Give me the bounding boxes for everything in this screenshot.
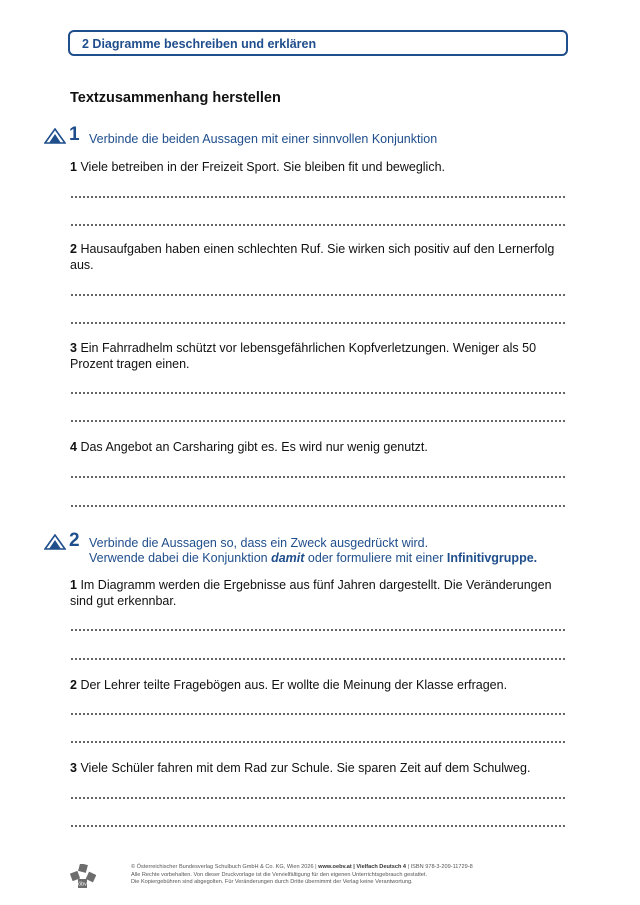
answer-line[interactable]: [70, 825, 567, 827]
answer-line[interactable]: [70, 797, 567, 799]
chapter-header: [68, 30, 568, 56]
answer-line[interactable]: [70, 741, 567, 743]
task-2-number: 2: [69, 530, 80, 551]
answer-line[interactable]: [70, 629, 567, 631]
answer-line[interactable]: [70, 196, 567, 198]
difficulty-triangle-icon: [44, 128, 66, 144]
answer-line[interactable]: [70, 224, 567, 226]
answer-line[interactable]: [70, 294, 567, 296]
answer-line[interactable]: [70, 322, 567, 324]
answer-line[interactable]: [70, 658, 567, 660]
difficulty-triangle-icon: [44, 534, 66, 550]
task-1-item-3: 3 Ein Fahrradhelm schützt vor lebensgefährlichen Kopfverletzungen. Weniger als 50 Prozent tragen einen.: [70, 341, 537, 371]
oebv-logo-icon: [70, 864, 96, 888]
task-2-item-1: 1 Im Diagramm werden die Ergebnisse aus fünf Jahren dargestellt. Die Veränderungen sind gut erkennbar.: [70, 578, 552, 608]
task-1-item-2: 2 Hausaufgaben haben einen schlechten Ruf. Sie wirken sich positiv auf den Lernerfolg aus.: [70, 242, 555, 272]
chapter-title: 2 Diagramme beschreiben und erklären: [82, 37, 317, 51]
keyword-infinitivgruppe: Infinitivgruppe.: [446, 551, 538, 565]
task-1-number: 1: [69, 124, 80, 145]
task-2-instruction-line2: Verwende dabei die Konjunktion damit oder formuliere mit einer Infinitivgruppe.: [89, 551, 538, 565]
keyword-damit: damit: [271, 551, 305, 565]
logo-text: öbv: [78, 881, 87, 888]
answer-line[interactable]: [70, 476, 567, 478]
task-2-item-3: 3 Viele Schüler fahren mit dem Rad zur Schule. Sie sparen Zeit auf dem Schulweg.: [70, 761, 531, 775]
answer-line[interactable]: [70, 420, 567, 422]
task-2-item-2: 2 Der Lehrer teilte Fragebögen aus. Er wollte die Meinung der Klasse erfragen.: [70, 678, 508, 692]
task-2-instruction-line1: Verbinde die Aussagen so, dass ein Zweck ausgedrückt wird.: [89, 536, 429, 550]
task-1-item-4: 4 Das Angebot an Carsharing gibt es. Es wird nur wenig genutzt.: [70, 440, 428, 454]
answer-line[interactable]: [70, 392, 567, 394]
footer-copyright: © Österreichischer Bundesverlag Schulbuch GmbH & Co. KG, Wien 2026 | www.oebv.at | Vielfach Deutsch 4 | ISBN 978-3-209-11729-8 Alle Rechte vorbehalten. Von dieser Druckvorlage ist die Vervielfältigung für den eigenen Unterrichtsgebrauch gestattet. Die Kopiergebühren sind abgegolten. Für Veränderungen durch Dritte übernimmt der Verlag keine Verantwortung.: [131, 864, 473, 885]
answer-line[interactable]: [70, 713, 567, 715]
section-title: Textzusammenhang herstellen: [70, 90, 281, 106]
answer-line[interactable]: [70, 505, 567, 507]
task-1-item-1: 1 Viele betreiben in der Freizeit Sport. Sie bleiben fit und beweglich.: [70, 160, 446, 174]
task-1-instruction: Verbinde die beiden Aussagen mit einer sinnvollen Konjunktion: [89, 132, 438, 146]
